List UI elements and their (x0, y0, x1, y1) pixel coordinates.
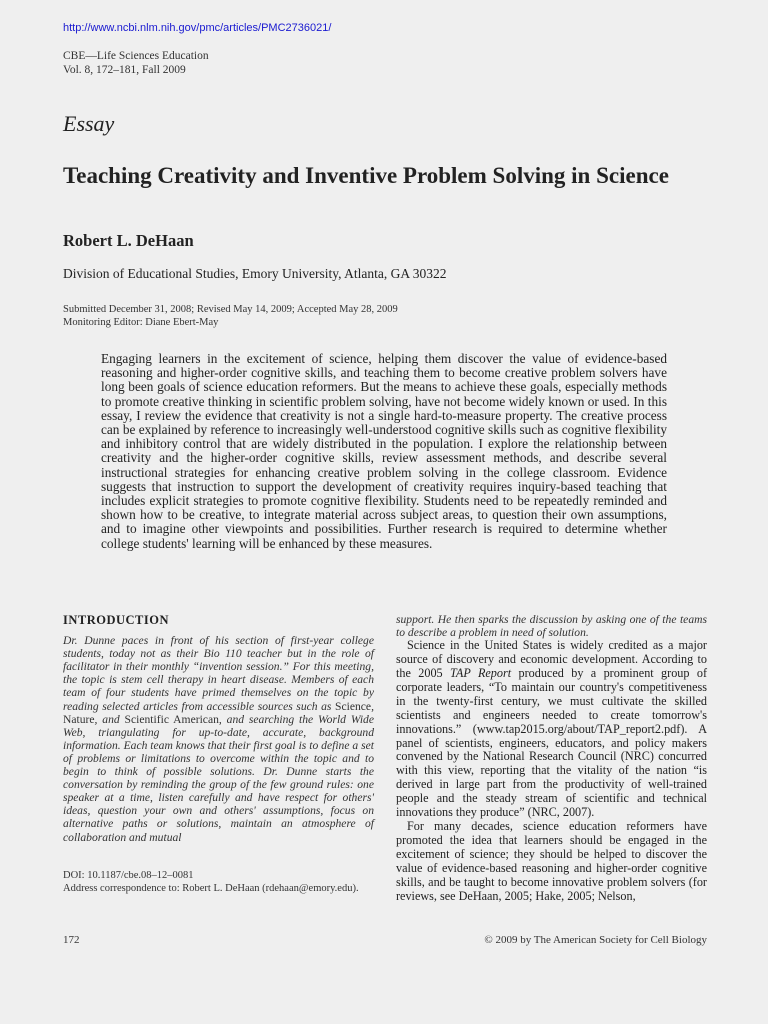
journal-name: CBE—Life Sciences Education (63, 50, 209, 62)
copyright-notice: © 2009 by The American Society for Cell Biology (484, 934, 707, 946)
journal-ref-science: Science (335, 699, 372, 713)
tap-report-title: TAP Report (450, 666, 512, 680)
intro-vignette (63, 634, 374, 844)
correspondence-text: Address correspondence to: Robert L. DeHaan (rdehaan@emory.edu). (63, 883, 359, 894)
journal-ref-sciam: Scientific American (124, 712, 219, 726)
doi-text: DOI: 10.1187/cbe.08–12–0081 (63, 870, 194, 881)
footnote (63, 869, 374, 895)
abstract: Engaging learners in the excitement of science, helping them discover the value of evidence-based reasoning and higher-order cognitive skills, and teaching them to become creative problem solvers have long been goals of science education reformers. But the means to achieve these goals, especially methods to promote creative thinking in scientific problem solving, have not become widely known or used. In this essay, I review the evidence that creativity is not a single hard-to-measure property. The creative process can be explained by reference to increasingly well-understood cognitive skills such as cognitive flexibility and inhibitory control that are widely distributed in the population. I explore the relationship between creativity and the higher-order cognitive skills, review assessment methods, and describe several instructional strategies for enhancing creative problem solving in the college classroom. Evidence suggests that instruction to support the development of creativity requires inquiry-based teaching that includes explicit strategies to promote cognitive flexibility. Students need to be repeatedly reminded and shown how to be creative, to integrate material across subject areas, to question their own assumptions, and to imagine other viewpoints and possibilities. Further research is required to determine whether college students' learning will be enhanced by these measures. (101, 351, 667, 551)
page-number: 172 (63, 934, 80, 946)
body-paragraph-1-text-b: produced by a prominent group of corporate leaders, “To maintain our country's competitiveness in the twenty-first century, we must cultivate the skilled scientists and engineers needed to create tomorrow's innovations.” (www.tap2015.org/about/TAP_report2.pdf). A panel of scientists, engineers, educators, and policy makers convened by the National Research Council (NRC) concurred with this view, reporting that the vitality of the nation “is derived in large part from the productivity of well-trained people and the steady stream of scientific and technical innovations they produce” (NRC, 2007). (396, 666, 708, 820)
body-paragraph-1 (396, 639, 707, 820)
intro-vignette-comma: , (371, 699, 374, 713)
journal-info (63, 49, 209, 77)
left-column (63, 614, 374, 844)
body-paragraph-1-text-a: Science in the United States is widely credited as a major source of discovery and economic development. According to the 2005 (396, 638, 707, 680)
section-heading-introduction: INTRODUCTION (63, 613, 170, 627)
monitoring-editor: Monitoring Editor: Diane Ebert-May (63, 317, 219, 328)
journal-ref-nature: Nature (63, 712, 95, 726)
body-paragraph-2: For many decades, science education reformers have promoted the idea that learners should be engaged in the excitement of science; they should be helped to discover the value of evidence-based reasoning and higher-order cognitive skills, and be taught to become innovative problem solvers (for reviews, see DeHaan, 2005; Hake, 2005; Nelson, (396, 818, 707, 903)
article-title: Teaching Creativity and Inventive Problem Solving in Science (63, 163, 669, 188)
submission-info (63, 303, 398, 329)
intro-vignette-and: , and (94, 712, 125, 726)
right-column (396, 613, 707, 903)
article-type: Essay (63, 111, 115, 136)
journal-volume: Vol. 8, 172–181, Fall 2009 (63, 64, 186, 76)
submission-dates: Submitted December 31, 2008; Revised May 14, 2009; Accepted May 28, 2009 (63, 304, 398, 315)
intro-vignette-text-b: , and searching the World Wide Web, triangulating for up-to-date, accurate, background information. Each team knows that their first goal is to define a set of problems or limitations to overcome within the topic and to begin to think of possible solutions. Dr. Dunne starts the conversation by reminding the group of the few ground rules: one speaker at a time, listen carefully and have respect for others' ideas, question your own and others' assumptions, focus on alternative paths or solutions, maintain an atmosphere of collaboration and mutual (63, 712, 375, 844)
article-author: Robert L. DeHaan (63, 231, 194, 250)
intro-vignette-text-a: Dr. Dunne paces in front of his section of first-year college students, today not as their Bio 110 teacher but in the role of facilitator in their monthly “invention session.” For this meeting, the topic is stem cell therapy in heart disease. Members of each team of four students have primed themselves on the topic by reading selected articles from accessible sources such as (63, 634, 374, 713)
intro-vignette-continued: support. He then sparks the discussion by asking one of the teams to describe a problem in need of solution. (396, 613, 707, 640)
author-affiliation: Division of Educational Studies, Emory University, Atlanta, GA 30322 (63, 266, 447, 281)
source-url-link[interactable]: http://www.ncbi.nlm.nih.gov/pmc/articles/PMC2736021/ (63, 22, 332, 34)
